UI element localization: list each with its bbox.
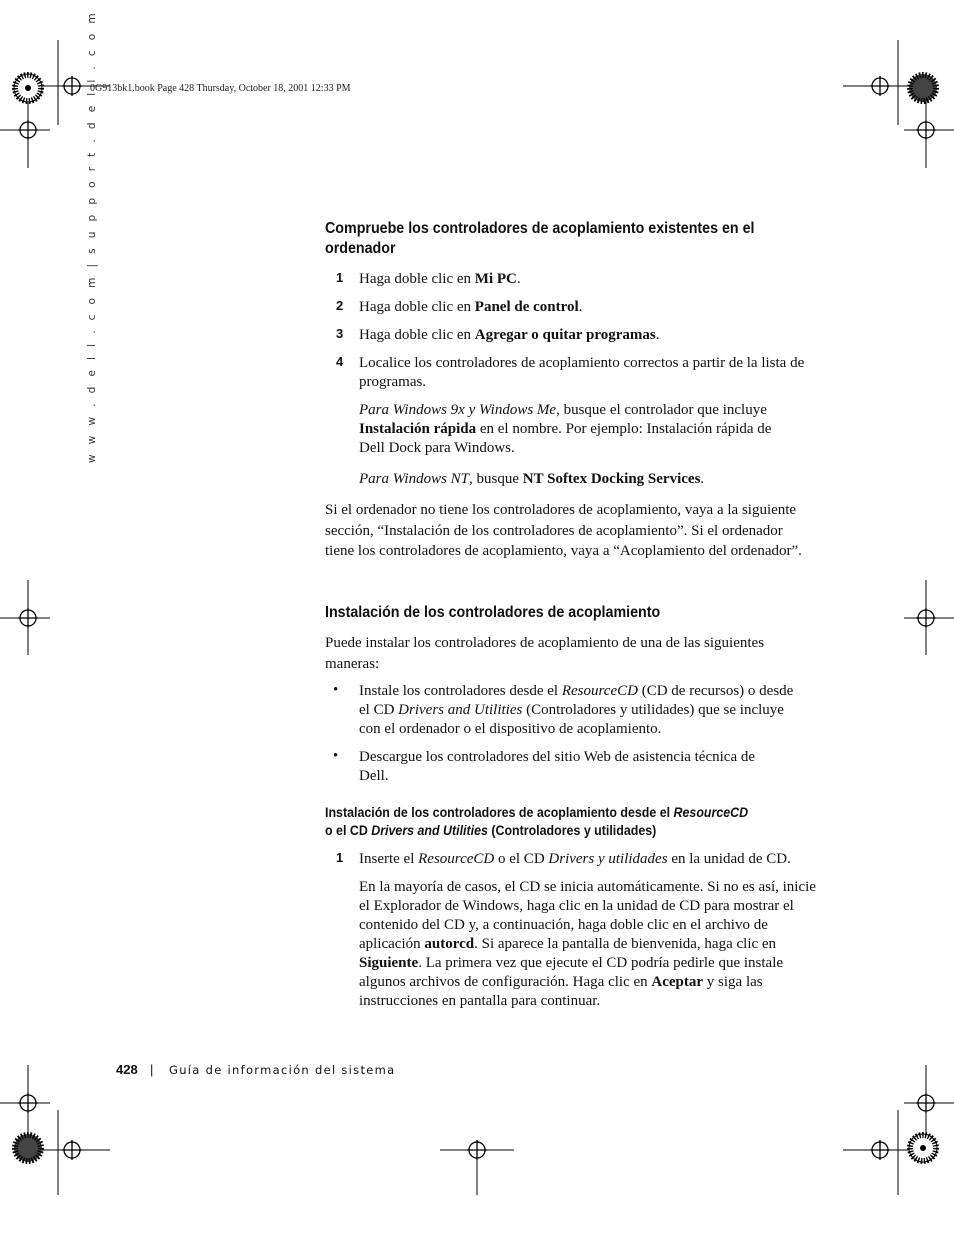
bullet-marker: •	[333, 748, 339, 764]
step-text: Haga doble clic en Agregar o quitar programas.	[359, 327, 660, 343]
step-number: 2	[336, 298, 344, 313]
step-text-insert-cd: Inserte el ResourceCD o el CD Drivers y utilidades en la unidad de CD.	[359, 851, 791, 867]
bullet-marker: •	[333, 682, 339, 698]
footer-separator: |	[150, 1062, 154, 1077]
paragraph-autorun: En la mayoría de casos, el CD se inicia automáticamente. Si no es así, inicie el Explorador de Windows, haga clic en la unidad de CD para mostrar el contenido del CD y, a continuación, haga doble clic en el archivo de aplicación autorcd. Si aparece la pantalla de bienvenida, haga clic en Siguiente. La primera vez que ejecute el CD podría pedirle que instale algunos archivos de configuración. Haga clic en Aceptar y siga las instrucciones en pantalla para continuar.	[359, 879, 816, 1009]
bullet-resourcecd: Instale los controladores desde el ResourceCD (CD de recursos) o desde el CD Drivers and Utilities (Controladores y utilidades) que se incluye con el ordenador o el dispositivo de acoplamiento.	[359, 683, 794, 737]
page-number: 428	[116, 1062, 138, 1077]
sidebar-url: w w w . d e l l . c o m | s u p p o r t . d e l l . c o m	[86, 10, 98, 463]
note-windows-nt: Para Windows NT, busque NT Softex Docking Services.	[359, 471, 705, 487]
step-text: Haga doble clic en Panel de control.	[359, 299, 583, 315]
paragraph-no-drivers: Si el ordenador no tiene los controladores de acoplamiento, vaya a la siguiente sección, “Instalación de los controladores de acoplamiento”. Si el ordenador tiene los controladores de acoplamiento, vaya a “Acoplamiento del ordenador”.	[325, 502, 802, 559]
paragraph-install-intro: Puede instalar los controladores de acoplamiento de una de las siguientes maneras:	[325, 635, 765, 672]
step-number: 3	[336, 326, 344, 341]
subsection-heading-install-from-cd: Instalación de los controladores de acoplamiento desde el ResourceCD o el CD Drivers and Utilities (Controladores y utilidades)	[325, 805, 749, 838]
note-windows-9x: Para Windows 9x y Windows Me, busque el controlador que incluye Instalación rápida en el nombre. Por ejemplo: Instalación rápida de Dell Dock para Windows.	[359, 402, 772, 456]
step-text: Haga doble clic en Mi PC.	[359, 271, 521, 287]
section-heading-check-drivers: Compruebe los controladores de acoplamiento existentes en el ordenador	[325, 220, 755, 257]
step-number: 1	[336, 270, 344, 285]
step-text: Localice los controladores de acoplamiento correctos a partir de la lista de programas.	[359, 355, 805, 390]
footer-book-title: Guía de información del sistema	[169, 1063, 396, 1077]
section-heading-install-drivers: Instalación de los controladores de acoplamiento	[325, 604, 661, 621]
step-number: 4	[336, 354, 344, 369]
book-info-header: 0G913bk1.book Page 428 Thursday, October 18, 2001 12:33 PM	[90, 83, 351, 94]
bullet-download: Descargue los controladores del sitio Web de asistencia técnica de Dell.	[359, 749, 756, 784]
step-number: 1	[336, 850, 344, 865]
